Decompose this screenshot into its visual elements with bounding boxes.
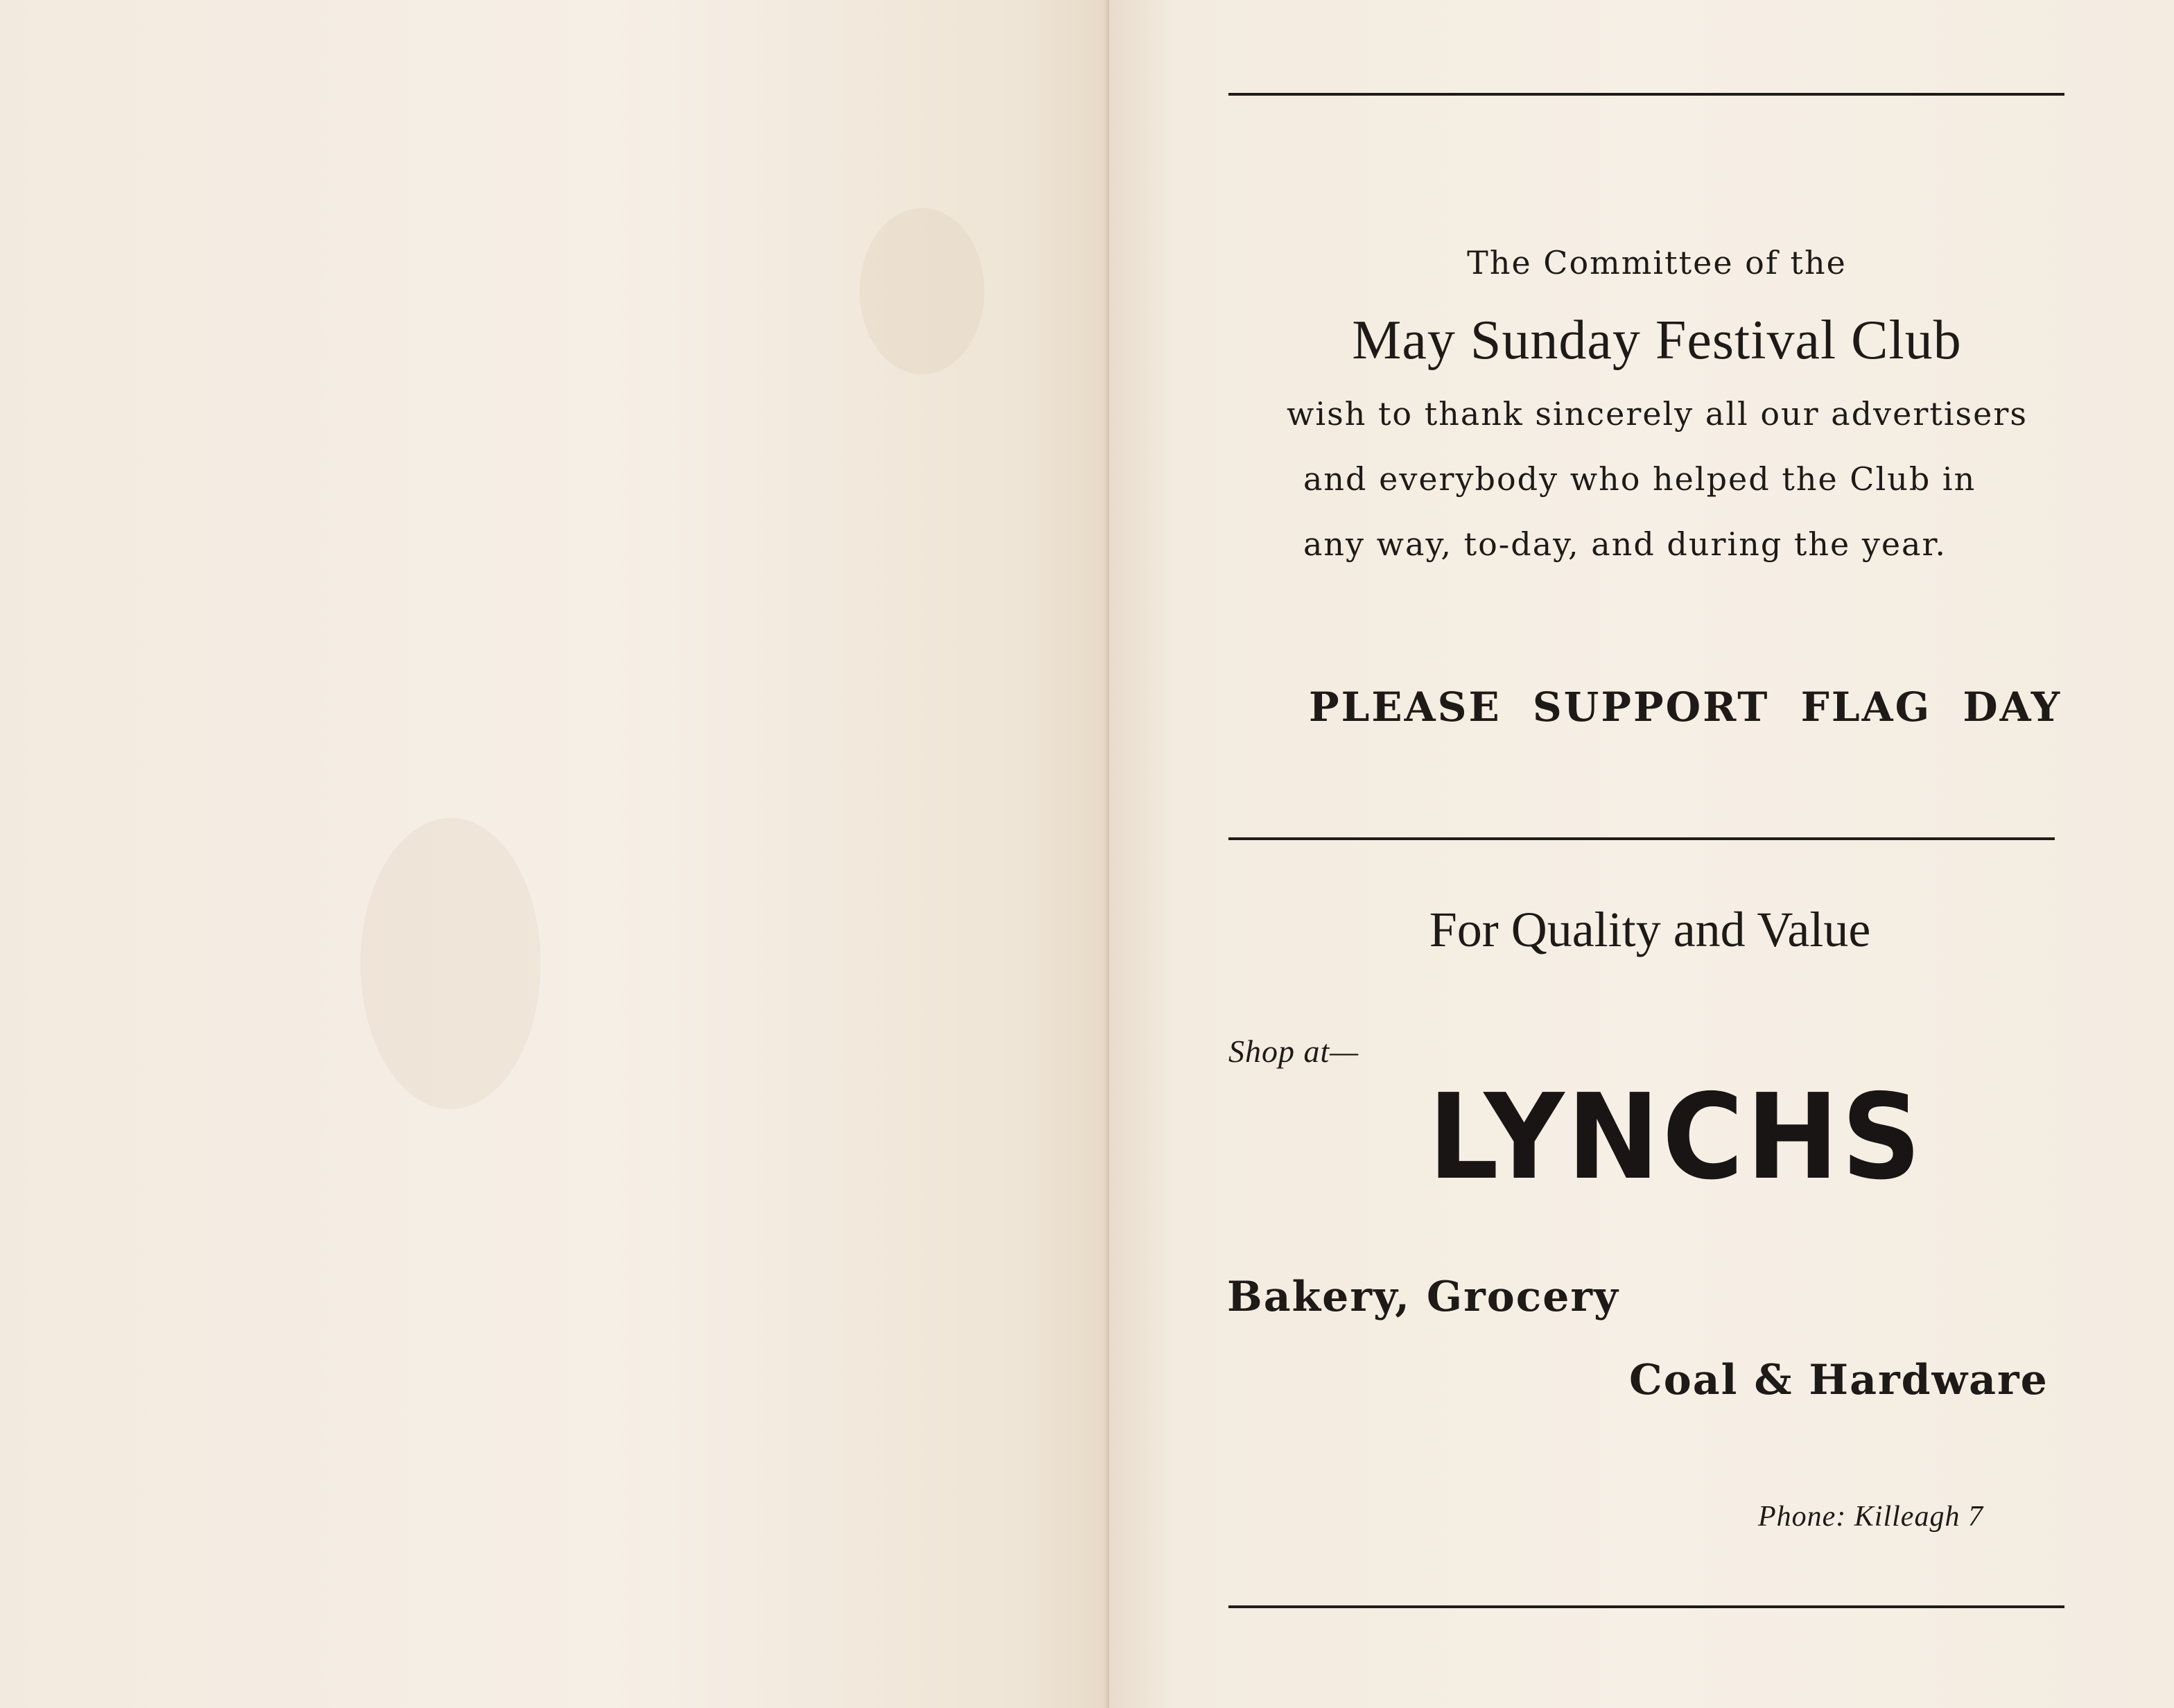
paper-stain <box>360 818 541 1109</box>
thanks-line: wish to thank sincerely all our advertisers <box>1287 395 2028 433</box>
advert-tagline: For Quality and Value <box>1429 902 1871 957</box>
middle-divider <box>1228 837 2055 840</box>
thanks-line: and everybody who helped the Club in <box>1303 460 1976 498</box>
paper-stain <box>860 208 984 374</box>
services-line-two: Coal & Hardware <box>1629 1356 2049 1404</box>
bottom-divider <box>1228 1605 2064 1608</box>
flag-day-appeal: PLEASE SUPPORT FLAG DAY <box>1309 683 2062 731</box>
club-name: May Sunday Festival Club <box>1352 310 1962 371</box>
top-divider <box>1228 93 2064 96</box>
thanks-line: any way, to-day, and during the year. <box>1303 525 1947 563</box>
show-through-text <box>1227 111 1246 199</box>
phone-number: Phone: Killeagh 7 <box>1758 1501 1983 1533</box>
committee-intro: The Committee of the <box>1467 244 1847 281</box>
shop-at-label: Shop at— <box>1228 1034 1359 1069</box>
store-name: LYNCHS <box>1428 1069 1924 1206</box>
services-line-one: Bakery, Grocery <box>1227 1273 1619 1321</box>
